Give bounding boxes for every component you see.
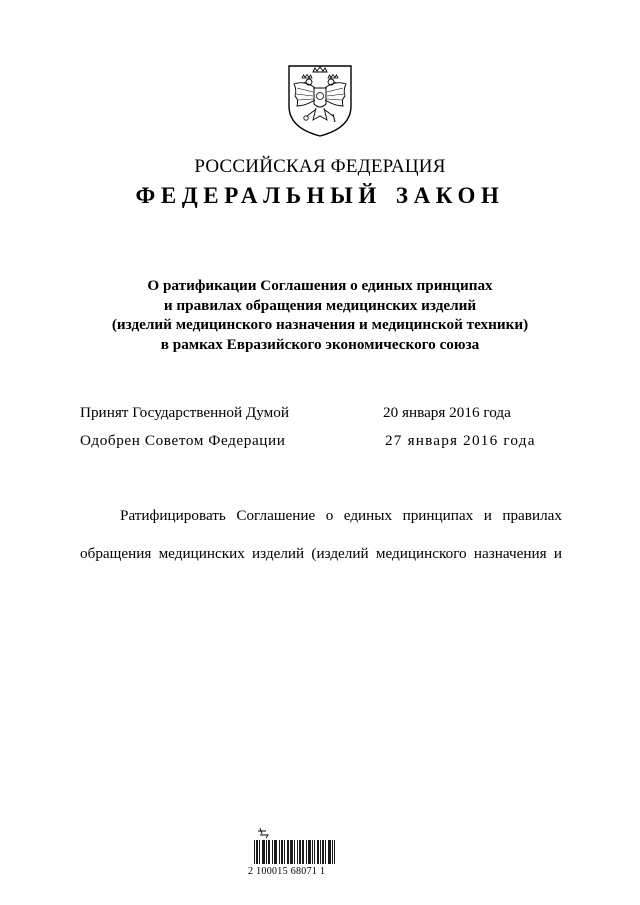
barcode-bar — [328, 840, 329, 864]
barcode-bar — [284, 840, 285, 864]
barcode-bar — [329, 840, 330, 864]
barcode-bar — [318, 840, 319, 864]
barcode-bar — [279, 840, 280, 864]
barcode-bar — [294, 840, 295, 864]
barcode-bar — [287, 840, 288, 864]
law-title-line: О ратификации Соглашения о единых принципах — [147, 277, 493, 294]
document-type-word-1: ФЕДЕРАЛЬНЫЙ — [135, 183, 382, 208]
adoption-label: Принят Государственной Думой — [80, 404, 289, 421]
barcode-bar — [306, 840, 307, 864]
barcode-bar — [317, 840, 318, 864]
barcode-bar — [290, 840, 291, 864]
barcode-bar — [322, 840, 323, 864]
barcode-bar — [303, 840, 304, 864]
barcode-number: 2 100015 68071 1 — [248, 866, 326, 877]
barcode-bar — [257, 840, 258, 864]
adoption-row-federation-council — [80, 432, 536, 450]
barcode-bars — [254, 840, 335, 864]
adoption-date: 27 января 2016 года — [385, 432, 536, 449]
barcode-bar — [254, 840, 255, 864]
barcode-bar — [332, 840, 333, 864]
barcode-bar — [310, 840, 311, 864]
barcode-bar — [269, 840, 270, 864]
barcode-bar — [297, 840, 298, 864]
barcode-bar — [323, 840, 324, 864]
barcode-bar — [334, 840, 335, 864]
barcode-bar — [288, 840, 289, 864]
barcode-bar — [330, 840, 331, 864]
document-type-heading — [0, 183, 640, 209]
barcode-bar — [314, 840, 315, 864]
barcode-bar — [264, 840, 265, 864]
barcode-bar — [300, 840, 301, 864]
barcode-bar — [275, 840, 276, 864]
barcode-bar — [266, 840, 267, 864]
barcode-bar — [272, 840, 273, 864]
barcode-bar — [276, 840, 277, 864]
barcode-bar — [268, 840, 269, 864]
law-title-line: (изделий медицинского назначения и медицинской техники) — [111, 316, 529, 333]
barcode-bar — [309, 840, 310, 864]
document-type-word-2: ЗАКОН — [395, 183, 505, 208]
coat-of-arms-emblem — [285, 60, 355, 138]
barcode-bar — [256, 840, 257, 864]
adoption-date: 20 января 2016 года — [383, 404, 511, 421]
barcode-bar — [292, 840, 293, 864]
barcode-bar — [325, 840, 326, 864]
adoption-row-duma — [80, 404, 511, 422]
barcode-bar — [291, 840, 292, 864]
barcode-bar — [312, 840, 313, 864]
barcode-bar — [263, 840, 264, 864]
barcode-bar — [308, 840, 309, 864]
barcode-bar — [259, 840, 260, 864]
barcode-bar — [281, 840, 282, 864]
law-title-line: и правилах обращения медицинских изделий — [163, 296, 477, 314]
barcode-bar — [320, 840, 321, 864]
adoption-label: Одобрен Советом Федерации — [80, 432, 286, 449]
body-paragraph-line: обращения медицинских изделий (изделий медицинского назначения и — [80, 545, 562, 562]
barcode-bar — [262, 840, 263, 864]
law-title-line: в рамках Евразийского экономического союза — [160, 335, 480, 353]
country-name: РОССИЙСКАЯ ФЕДЕРАЦИЯ — [194, 156, 446, 177]
barcode-bar — [282, 840, 283, 864]
barcode-bar — [302, 840, 303, 864]
barcode-bar — [274, 840, 275, 864]
body-paragraph-line: Ратифицировать Соглашение о единых принципах и правилах — [120, 507, 562, 524]
barcode-bar — [299, 840, 300, 864]
law-title — [0, 276, 640, 354]
